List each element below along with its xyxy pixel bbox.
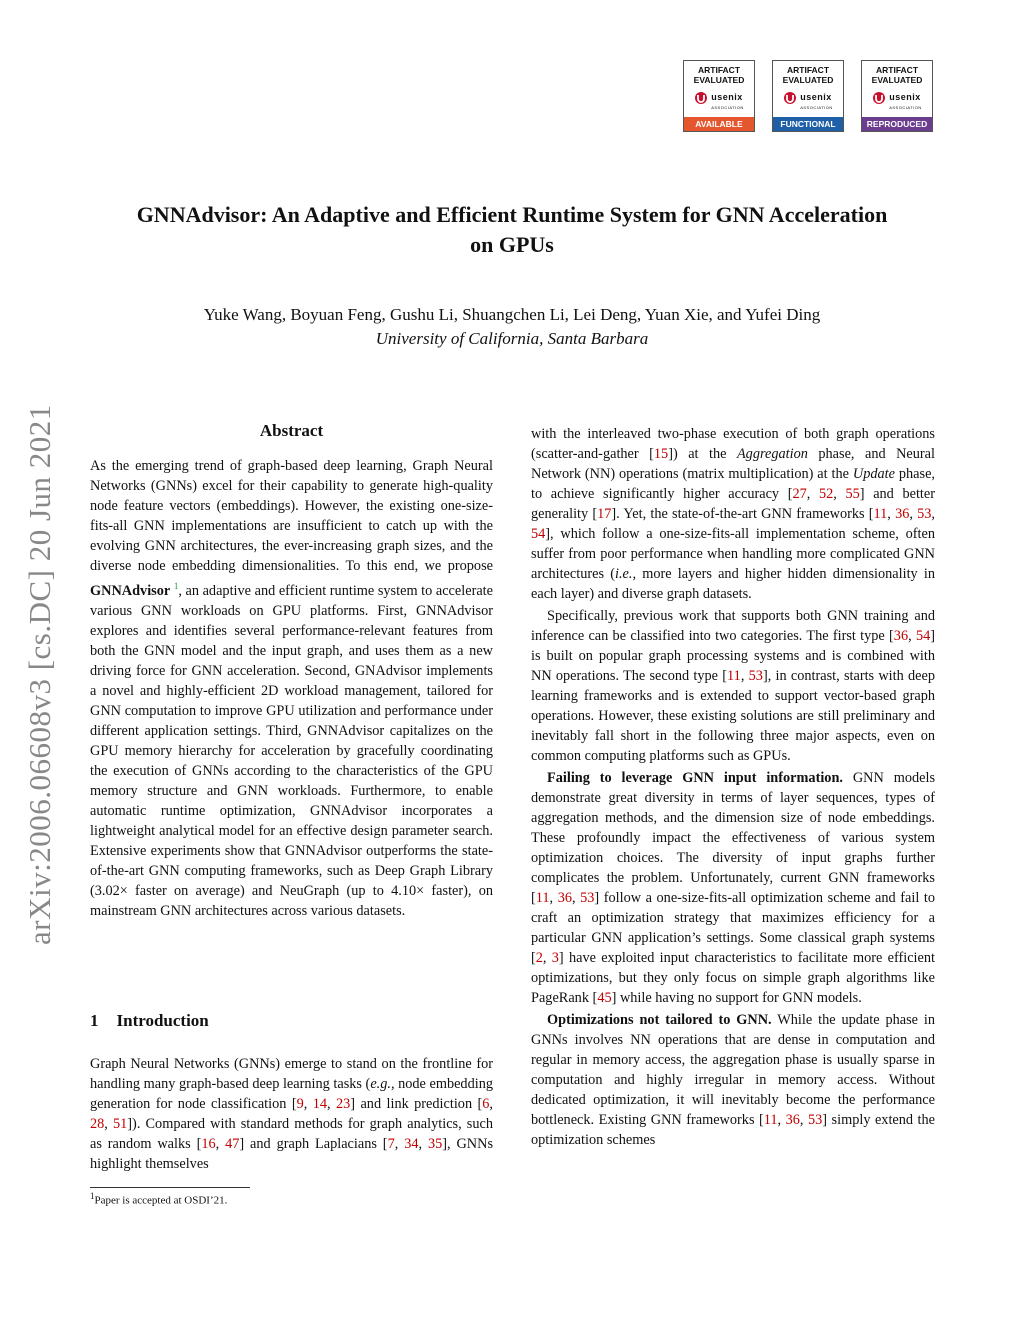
title-line-2: on GPUs — [470, 232, 554, 257]
abstract-paragraph: As the emerging trend of graph-based deep learning, Graph Neural Networks (GNNs) excel for their capability to generate high-quality node feature vectors (embeddings). However, the existing one-size-fits-all GNN implementations are insufficient to catch up with the evolving GNN architectures, the ever-increasing graph sizes, and the diverse node embedding dimensionalities. To this end, we propose GNNAdvisor $^1$, an adaptive and efficient runtime system to accelerate various GNN workloads on GPU platforms. First, GNNAdvisor explores and identifies several performance-relevant features from both the GNN model and the input graph, and uses them as a new driving force for GNN acceleration. Second, GNAdvisor implements a novel and highly-efficient 2D workload management, tailored for GNN computation to improve GPU utilization and performance under different application settings. Third, GNNAdvisor capitalizes on the GPU memory hierarchy for acceleration by gracefully coordinating the execution of GNNs according to the characteristics of the GPU memory structure and GNN workloads. Furthermore, to enable automatic runtime optimization, GNNAdvisor incorporates a lightweight analytical model for an effective design parameter search. Extensive experiments show that GNNAdvisor outperforms the state-of-the-art GNN computing frameworks, such as Deep Graph Library (3.02× faster on average) and NeuGraph (up to 4.10× faster), on mainstream GNN architectures across various datasets. — [90, 458, 493, 919]
paper-title — [0, 200, 1024, 260]
usenix-logo — [694, 88, 744, 108]
section-title: Introduction — [116, 1011, 209, 1030]
footnote — [90, 1191, 227, 1207]
section-number: 1 — [90, 1011, 99, 1030]
intro-paragraph: Specifically, previous work that supports both GNN training and inference can be classified into two categories. The first type [36, 54] is built on popular graph processing systems and is combined with NN operations. The second type [11, 53], in contrast, starts with deep learning frameworks and is extended to support vector-based graph operations. However, these existing solutions are still preliminary and inevitably fall short in the following three major aspects, even on common computing platforms such as GPUs. — [531, 608, 936, 764]
intro-paragraph: Optimizations not tailored to GNN. While the update phase in GNNs involves NN operations that are dense in computation and regular in memory access, the aggregation phase is usually sparse in computation and highly irregular in memory access. Without dedicated optimization, it will inevitably become the performance bottleneck. Existing GNN frameworks [11, 36, 53] simply extend the optimization schemes — [531, 1012, 936, 1148]
usenix-icon — [872, 91, 886, 105]
affiliation: University of California, Santa Barbara — [375, 329, 649, 348]
artifact-badge-reproduced — [861, 60, 933, 132]
badge-footer: FUNCTIONAL — [773, 117, 843, 131]
artifact-badge-functional — [772, 60, 844, 132]
arxiv-identifier[interactable]: arXiv:2006.06608v3 [cs.DC] 20 Jun 2021 — [22, 404, 57, 945]
intro-paragraph: Failing to leverage GNN input information. GNN models demonstrate great diversity in terms of layer sequences, types of aggregation methods, and the dimension size of node embeddings. These profoundly impact the effectiveness of various system optimization choices. The diversity of input graphs further complicates the problem. Unfortunately, current GNN frameworks [11, 36, 53] follow a one-size-fits-all optimization scheme and fail to craft an optimization strategy that maximizes efficiency for a particular GNN application’s settings. Some classical graph systems [2, 3] have exploited input characteristics to facilitate more efficient optimizations, but they only focus on simple graph algorithms like PageRank [45] while having no support for GNN models. — [531, 770, 936, 1006]
footnote-rule — [90, 1187, 250, 1188]
footnote-text: Paper is accepted at OSDI’21. — [94, 1194, 228, 1207]
usenix-text: usenix — [889, 91, 921, 102]
abstract-body — [90, 456, 493, 921]
usenix-icon — [694, 91, 708, 105]
usenix-logo — [872, 88, 922, 108]
usenix-association: ASSOCIATION — [889, 104, 922, 110]
footnote-mark: 1 — [90, 1191, 95, 1201]
badge-footer: REPRODUCED — [862, 117, 932, 131]
usenix-icon — [783, 91, 797, 105]
usenix-text: usenix — [711, 91, 743, 102]
artifact-badges — [683, 60, 933, 132]
badge-title: ARTIFACT EVALUATED — [693, 65, 745, 85]
introduction-body — [90, 1054, 493, 1174]
right-column — [531, 424, 935, 1150]
intro-paragraph: with the interleaved two-phase execution of both graph operations (scatter-and-gather [15]) at the Aggregation phase, and Neural Network (NN) operations (matrix multiplication) at the Update phase, to achieve significantly higher accuracy [27, 52, 55] and better generality [17]. Yet, the state-of-the-art GNN frameworks [11, 36, 53, 54], which follow a one-size-fits-all implementation scheme, often suffer from poor performance when handling more complicated GNN architectures (i.e., more layers and higher hidden dimensionality in each layer) and diverse graph datasets. — [531, 426, 936, 602]
intro-paragraph: Graph Neural Networks (GNNs) emerge to stand on the frontline for handling many graph-based deep learning tasks (e.g., node embedding generation for node classification [9, 14, 23] and link prediction [6, 28, 51]). Compared with standard methods for graph analytics, such as random walks [16, 47] and graph Laplacians [7, 34, 35], GNNs highlight themselves — [90, 1056, 494, 1172]
authors: Yuke Wang, Boyuan Feng, Gushu Li, Shuangchen Li, Lei Deng, Yuan Xie, and Yufei Ding — [203, 305, 821, 324]
badge-title: ARTIFACT EVALUATED — [782, 65, 834, 85]
usenix-logo — [783, 88, 833, 108]
section-heading — [90, 1011, 209, 1031]
usenix-association: ASSOCIATION — [711, 104, 744, 110]
usenix-text: usenix — [800, 91, 832, 102]
badge-footer: AVAILABLE — [684, 117, 754, 131]
abstract-heading: Abstract — [259, 421, 324, 440]
usenix-association: ASSOCIATION — [800, 104, 833, 110]
artifact-badge-available — [683, 60, 755, 132]
badge-title: ARTIFACT EVALUATED — [871, 65, 923, 85]
title-line-1: GNNAdvisor: An Adaptive and Efficient Runtime System for GNN Acceleration — [136, 202, 888, 227]
